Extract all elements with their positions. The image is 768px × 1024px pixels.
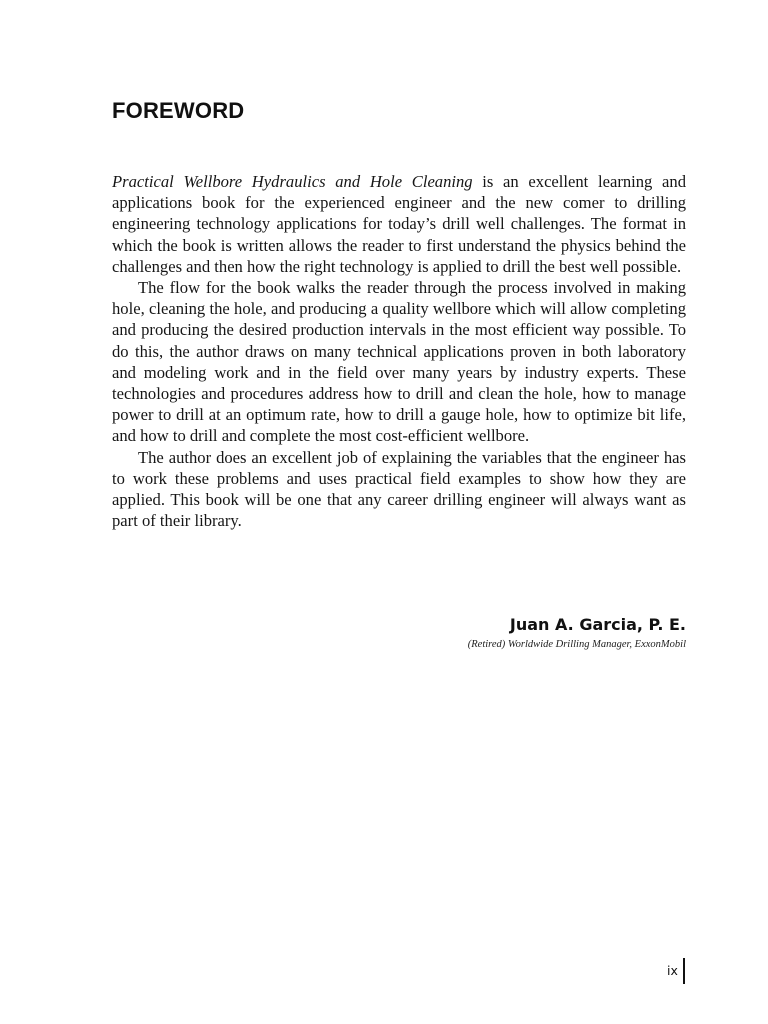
signature-title: (Retired) Worldwide Drilling Manager, ExxonMobil	[467, 639, 686, 650]
book-title: Practical Wellbore Hydraulics and Hole Cleaning	[112, 172, 473, 191]
page-number: ix	[667, 963, 678, 978]
page-folio	[667, 958, 685, 984]
signature-block	[468, 614, 686, 652]
foreword-body	[112, 171, 686, 531]
folio-rule	[683, 958, 685, 984]
paragraph-1	[112, 171, 686, 277]
paragraph-3: The author does an excellent job of explaining the variables that the engineer has to work these problems and uses practical field examples to show how they are applied. This book will be one that any career drilling engineer will always want as part of their library.	[112, 447, 686, 531]
page-title: FOREWORD	[112, 98, 245, 123]
signature-name: Juan A. Garcia, P. E.	[509, 615, 686, 634]
paragraph-1-text: is an excellent learning and applications book for the experienced engineer and the new comer to drilling engineering technology applications for today’s drill well challenges. The format in which the book is written allows the reader to first understand the physics behind the challenges and then how the right technology is applied to drill the best well possible.	[112, 172, 686, 276]
paragraph-2: The flow for the book walks the reader through the process involved in making hole, cleaning the hole, and producing a quality wellbore which will allow completing and producing the desired production intervals in the most efficient way possible. To do this, the author draws on many technical applications proven in both laboratory and modeling work and in the field over many years by industry experts. These technologies and procedures address how to drill and clean the hole, how to manage power to drill at an optimum rate, how to drill a gauge hole, how to optimize bit life, and how to drill and complete the most cost-efficient wellbore.	[112, 278, 686, 446]
